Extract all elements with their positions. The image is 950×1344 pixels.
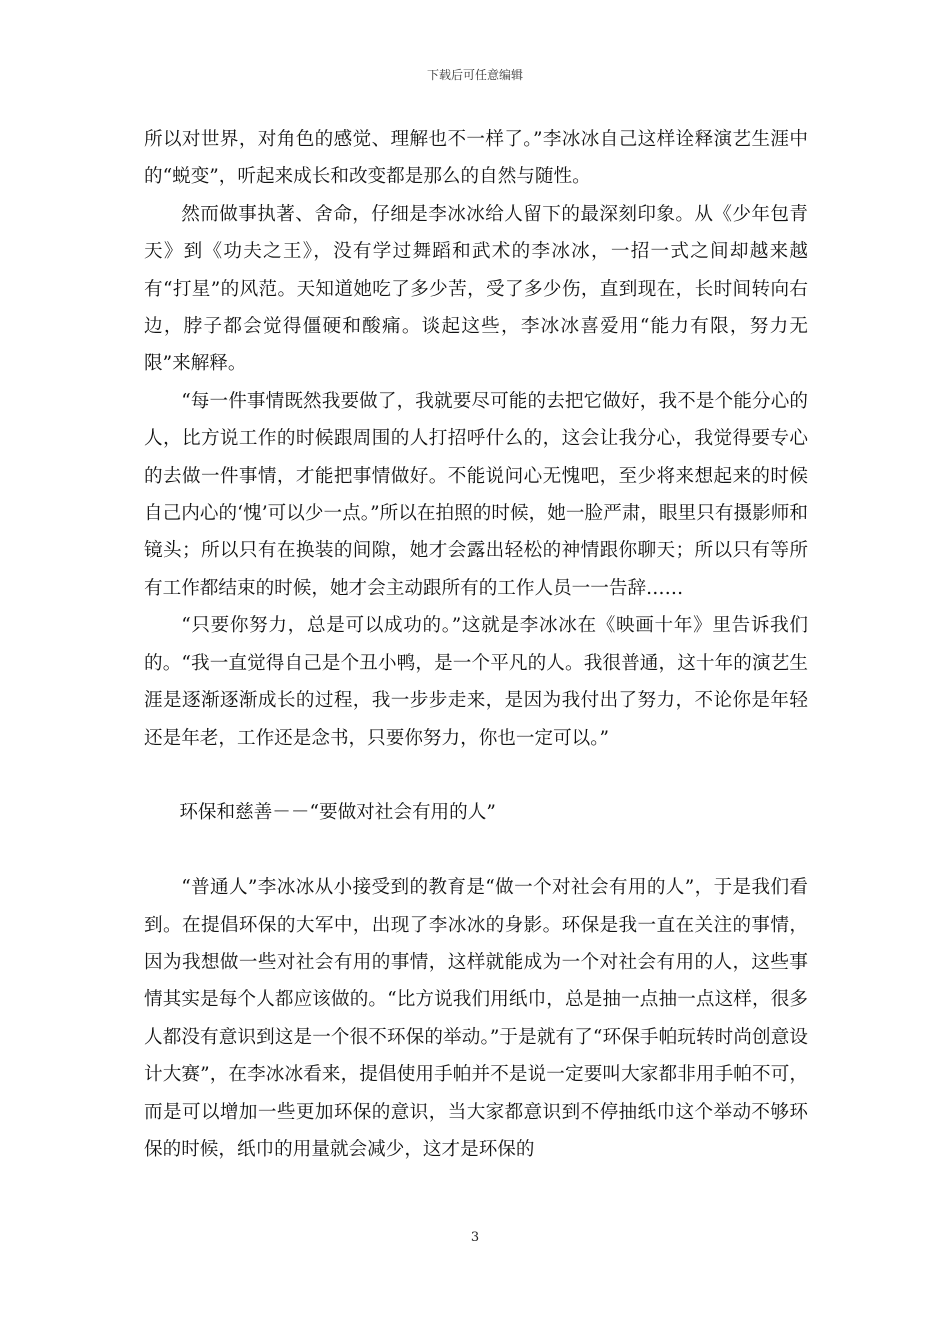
page-number: 3 [470,1230,480,1245]
spacer [144,757,808,794]
paragraph: “每一件事情既然我要做了，我就要尽可能的去把它做好，我不是个能分心的人，比方说工作的时候跟周围的人打招呼什么的，这会让我分心，我觉得要专心的去做一件事情，才能把事情做好。不能说问心无愧吧，至少将来想起来的时候自己内心的‘愧’可以少一点。”所以在拍照的时候，她一脸严肃，眼里只有摄影师和镜头；所以只有在换装的间隙，她才会露出轻松的神情跟你聊天；所以只有等所有工作都结束的时候，她才会主动跟所有的工作人员一一告辞…… [144,390,808,599]
paragraph: 然而做事执著、舍命，仔细是李冰冰给人留下的最深刻印象。从《少年包青天》到《功夫之王》，没有学过舞蹈和武术的李冰冰，一招一式之间却越来越有“打星”的风范。天知道她吃了多少苦，受了多少伤，直到现在，长时间转向右边，脖子都会觉得僵硬和酸痛。谈起这些，李冰冰喜爱用“能力有限，努力无限”来解释。 [144,203,808,375]
paragraph: “只要你努力，总是可以成功的。”这就是李冰冰在《映画十年》里告诉我们的。“我一直觉得自己是个丑小鸭，是一个平凡的人。我很普通，这十年的演艺生涯是逐渐逐渐成长的过程，我一步步走来，是因为我付出了努力，不论你是年轻还是年老，工作还是念书，只要你努力，你也一定可以。” [144,615,808,749]
paragraph-continued: 所以对世界，对角色的感觉、理解也不一样了。”李冰冰自己这样诠释演艺生涯中的“蜕变”，听起来成长和改变都是那么的自然与随性。 [144,129,808,188]
document-body [144,121,808,1168]
spacer [144,832,808,869]
page-header: 下载后可任意编辑 [426,68,523,82]
paragraph: “普通人”李冰冰从小接受到的教育是“做一个对社会有用的人”，于是我们看到。在提倡环保的大军中，出现了李冰冰的身影。环保是我一直在关注的事情，因为我想做一些对社会有用的事情，这样就能成为一个对社会有用的人，这些事情其实是每个人都应该做的。“比方说我们用纸巾，总是抽一点抽一点这样，很多人都没有意识到这是一个很不环保的举动。”于是就有了“环保手帕玩转时尚创意设计大赛”，在李冰冰看来，提倡使用手帕并不是说一定要叫大家都非用手帕不可，而是可以增加一些更加环保的意识，当大家都意识到不停抽纸巾这个举动不够环保的时候，纸巾的用量就会减少，这才是环保的 [144,877,808,1160]
section-heading: 环保和慈善－－“要做对社会有用的人” [179,802,496,824]
